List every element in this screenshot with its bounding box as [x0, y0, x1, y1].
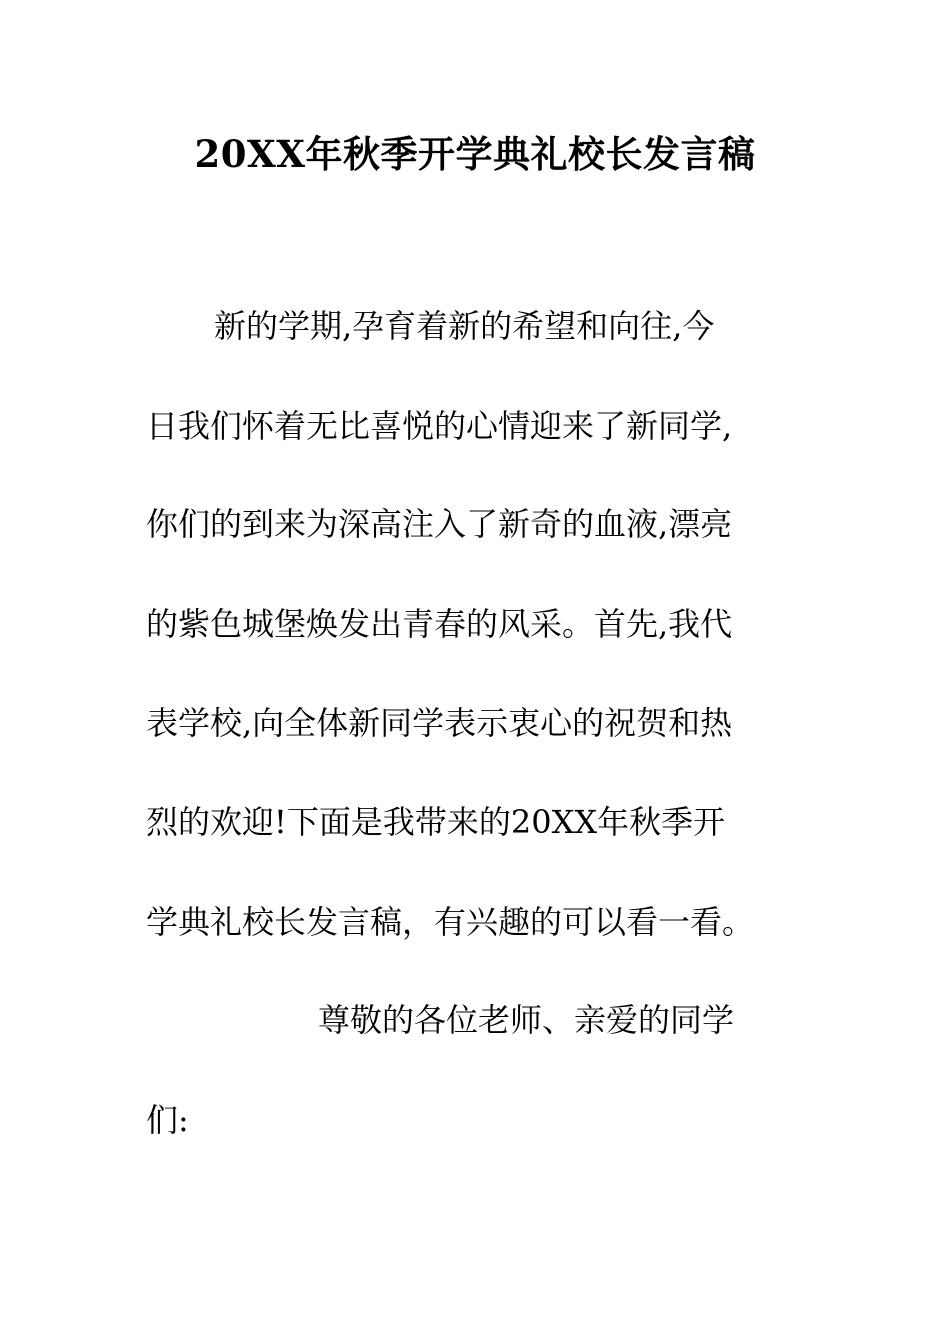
greeting-line: 们:: [146, 1101, 189, 1139]
intro-line: 学典礼校长发言稿，有兴趣的可以看一看。: [146, 903, 755, 941]
intro-line: 日我们怀着无比喜悦的心情迎来了新同学,: [146, 407, 733, 445]
intro-line: 烈的欢迎!下面是我带来的20XX年秋季开: [146, 803, 726, 841]
intro-line: 表学校,向全体新同学表示衷心的祝贺和热: [146, 704, 733, 742]
document-title: 20XX年秋季开学典礼校长发言稿: [194, 132, 756, 176]
greeting-line: 尊敬的各位老师、亲爱的同学: [318, 1001, 735, 1039]
intro-line: 你们的到来为深高注入了新奇的血液,漂亮: [146, 505, 733, 543]
intro-line: 新的学期,孕育着新的希望和向往,今: [214, 307, 715, 345]
intro-line: 的紫色城堡焕发出青春的风采。首先,我代: [146, 605, 733, 643]
